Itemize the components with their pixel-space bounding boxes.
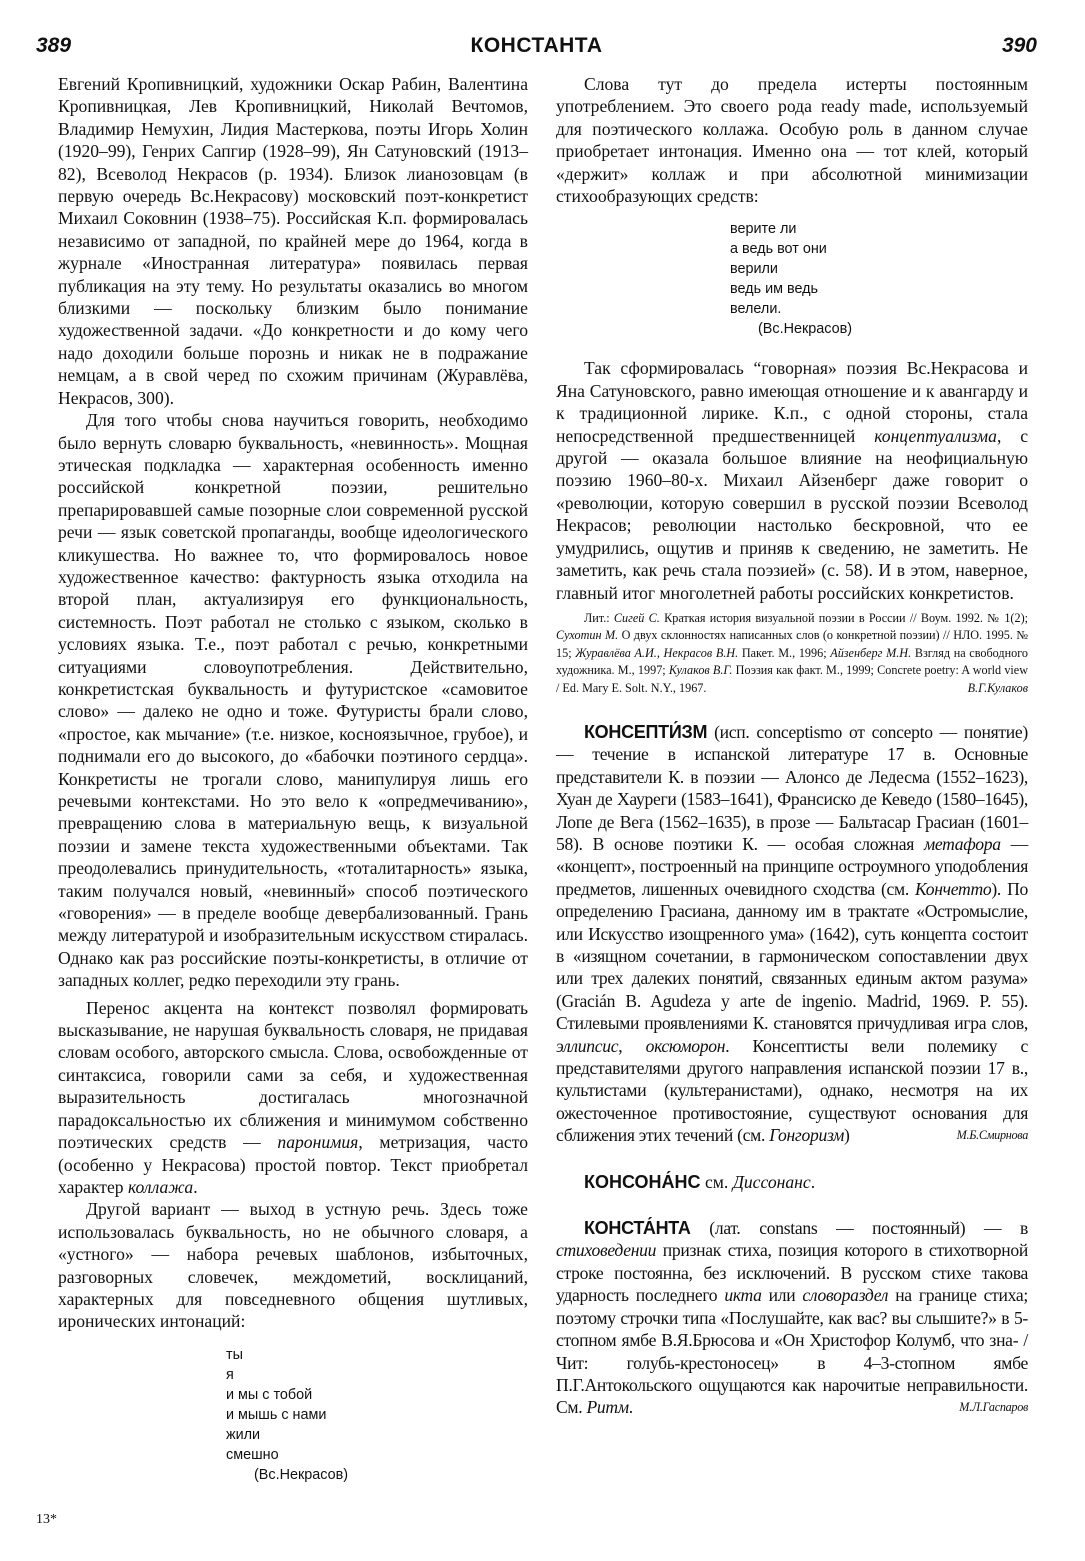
entry-headword: КОНСОНА́НС [584,1171,701,1192]
entry-headword: КОНСТА́НТА [584,1218,691,1239]
poem-line: верили [730,261,778,278]
page-number-right: 390 [1001,34,1037,57]
poem-attribution: (Вс.Некрасов) [254,1466,349,1483]
poem-attribution: (Вс.Некрасов) [758,321,853,338]
entry-headword: КОНСЕПТИ́ЗМ [584,721,708,742]
poem-line: и мы с тобой [226,1386,313,1403]
poem-line: верите ли [730,221,797,238]
poem-quote [556,219,1028,339]
entry-consonance: КОНСОНА́НС см. Диссонанс. [584,1171,816,1192]
paragraph: Евгений Кропивницкий, художники Оскар Рабин, Валентина Кропивницкая, Лев Кропивницкий, Николай Вечтомов, Владимир Немухин, Лидия Мастеркова, поэты Игорь Холин (1920–99), Генрих Сапгир (1928–99), Ян Сатуновский (1913–82), Всеволод Некрасов (р. 1934). Близок лианозовцам (в первую очередь Вс.Некрасову) московский поэт-конкретист Михаил Соковнин (1938–75). Российская К.п. формировалась независимо от западной, по крайней мере до 1964, когда в журнале «Иностранная литература» появилась первая публикация на эту тему. Но результаты оказались во многом близкими — поскольку близким было понимание художественной задачи. «До конкретности и до кому чего надо доходили больше порознь и никак не в подражание немцам, а в свой черед по схожим причинам (Журавлёва, Некрасов, 300). [58,74,528,408]
entry-author: М.Б.Смирнова [956,1128,1028,1143]
poem-quote [58,1345,528,1485]
signature-mark: 13* [36,1512,57,1527]
page-number-left: 389 [36,34,72,57]
right-column [556,73,1028,1419]
poem-line: смешно [226,1446,279,1463]
poem-line: жили [226,1426,261,1443]
cross-reference[interactable]: эллипсис [556,1035,619,1056]
cross-reference[interactable]: Диссонанс [732,1171,811,1192]
cross-reference[interactable]: стиховедении [556,1240,657,1261]
cross-reference[interactable]: оксюморон [645,1035,726,1056]
paragraph: Другой вариант — выход в устную речь. Здесь тоже использовалась буквальность, но не обычного словаря, а «устного» — набора речевых шаблонов, избыточных, разговорных словечек, междометий, восклицаний, характерных для повседневного общения шутливых, иронических интонаций: [58,1199,528,1332]
poem-line: ты [226,1346,243,1363]
left-column [58,73,528,1485]
cross-reference[interactable]: Гонгоризм [769,1125,845,1146]
cross-reference[interactable]: концептуализма [874,425,997,446]
poem-line: я [226,1366,234,1383]
entry-constant: КОНСТА́НТА (лат. constans — постоянный) — в стиховедении признак стиха, позиция которого в стихотворной строке постоянна, без исключений. В русском стихе такова ударность последнего икта или словораздел на границе стиха; поэтому строчки типа «Послушайте, как вас? вы слышите?» в 5-стопном ямбе В.Я.Брюсова и «Он Христофор Колумб, что зна- / Чит: голубь-крестоносец» в 4–3-стопном ямбе П.Г.Антокольского ощущаются как нарочитые неправильности. См. Ритм. М.Л.Гаспаров [556,1218,1028,1418]
cross-reference[interactable]: метафора [923,833,1001,854]
poem-line: а ведь вот они [730,241,827,258]
cross-reference[interactable]: икта [724,1285,762,1306]
cross-reference[interactable]: словораздел [802,1285,889,1306]
poem-line: и мышь с нами [226,1406,327,1423]
paragraph: Для того чтобы снова научиться говорить, необходимо было вернуть словарю буквальность, «невинность». Мощная этическая подкладка — характерная особенность именно российской конкретной поэзии, решительно препарировавшей самые позорные слои современной русской речи — язык советской пропаганды, вообще идеологического кликушества. Но важнее то, что формировалось новое художественное качество: фактурность языка отходила на второй план, актуализируя его функциональность, системность. Поэт работал не столько с языком, сколько в условиях языка. Т.е., поэт работал с речью, конкретными ситуациями словоупотребления. Действительно, конкретистская буквальность и футуристское «самовитое слово» — далеко не одно и тоже. Футуристы брали слово, «простое, как мычание» (т.е. низкое, косноязычное, грубое), и поднимали его до высокого, до «бабочки поэтиного сердца». Конкретисты не трогали слово, манипулируя лишь его речевыми контекстами. Но это вело к «опредмечиванию», превращению слова в материальную вещь, к визуальной поэзии и замене текста художественными объектами. Так преодолевались принудительность, «тоталитарность» языка, таким получался новый, «невинный» способ поэтического «говорения» — в пределе вообще девербализованный. Грань между литературой и изобразительным искусством стиралась. Однако как раз российские поэты-конкретисты, в отличие от западных коллег, редко переходили эту грань. [58,410,528,991]
cross-reference[interactable]: коллажа [128,1176,194,1197]
paragraph: Так сформировалась “говорная» поэзия Вс.Некрасова и Яна Сатуновского, равно имеющая отношение и к авангарду и к традиционной лирике. К.п., с одной стороны, стала непосредственной предшественницей концептуализма, с другой — оказала большое влияние на неофициальную поэзию 1960–80-х. Михаил Айзенберг даже говорит о «революции, которую совершил в русской поэзии Всеволод Некрасов; революции настолько бескровной, что ее умудрились, ощутив и приняв к сведению, не заметить. Не заметить, как речь стала поэзией» (с. 58). И в этом, наверное, главный итог многолетней работы российских конкретистов. [556,358,1029,603]
poem-line: ведь им ведь [730,281,819,298]
entry-author: М.Л.Гаспаров [959,1400,1028,1415]
paragraph: Слова тут до предела истерты постоянным употреблением. Это своего рода ready made, используемый для поэтического коллажа. Особую роль в данном случае приобретает интонация. Именно она — тот клей, который «держит» коллаж и при абсолютной минимизации стихообразующих средств: [556,74,1028,207]
cross-reference[interactable]: паронимия [277,1132,359,1153]
poem-line: велели. [730,301,782,318]
entry-author: В.Г.Кулаков [967,680,1028,695]
cross-reference[interactable]: Кончетто [915,878,992,899]
running-header [36,34,1037,68]
bibliography: Лит.: Сигей С. Краткая история визуальной поэзии в России // Воум. 1992. № 1(2); Сухотин М. О двух склонностях написанных слов (о конкретной поэзии) // НЛО. 1995. № 15; Журавлёва А.И., Некрасов В.Н. Пакет. М., 1996; Айзенберг М.Н. Взгляд на свободного художника. М., 1997; Кулаков В.Г. Поэзия как факт. М., 1999; Concrete poetry: A world view / Ed. Mary E. Solt. N.Y., 1967. В.Г.Кулаков [556,610,1028,697]
entry-conceptism: КОНСЕПТИ́ЗМ (исп. conceptismo от concepto — понятие) — течение в испанской литературе 17 в. Основные представители К. в поэзии — Алонсо де Ледесма (1552–1623), Хуан де Хауреги (1583–1641), Франсиско де Кеведо (1580–1645), Лопе де Вега (1562–1635), в прозе — Бальтасар Грасиан (1601–58). В основе поэтики К. — особая сложная метафора — «концепт», построенный на принципе остроумного уподобления предметов, лишенных очевидного сходства (см. Кончетто). По определению Грасиана, данному им в трактате «Остромыслие, или Искусство изощренного ума» (1642), суть концепта состоит в «изящном сочетании, в гармоническом сопоставлении двух или трех далеких понятий, связанных единым актом разума» (Gracián B. Agudeza y arte de ingenio. Madrid, 1969. P. 55). Стилевыми проявлениями К. становятся причудливая игра слов, эллипсис, оксюморон. Консептисты вели полемику с представителями другого направления испанской поэзии 17 в., культистами (культеранистами), однако, несмотря на их ожесточенное противостояние, существуют основания для сближения этих течений (см. Гонгоризм) М.Б.Смирнова [556,721,1029,1146]
paragraph: Перенос акцента на контекст позволял формировать высказывание, не нарушая буквальность словаря, не придавая словам особого, авторского смысла. Слова, освобожденные от синтаксиса, говорили сами за себя, и художественная выразительность достигалась многозначной парадоксальностью их сближения и минимумом собственно поэтических средств — паронимия, метризация, часто (особенно у Некрасова) простой повтор. Текст приобретал характер коллажа. [58,997,528,1197]
cross-reference[interactable]: Ритм [586,1397,629,1418]
running-title: КОНСТАНТА [470,34,603,57]
